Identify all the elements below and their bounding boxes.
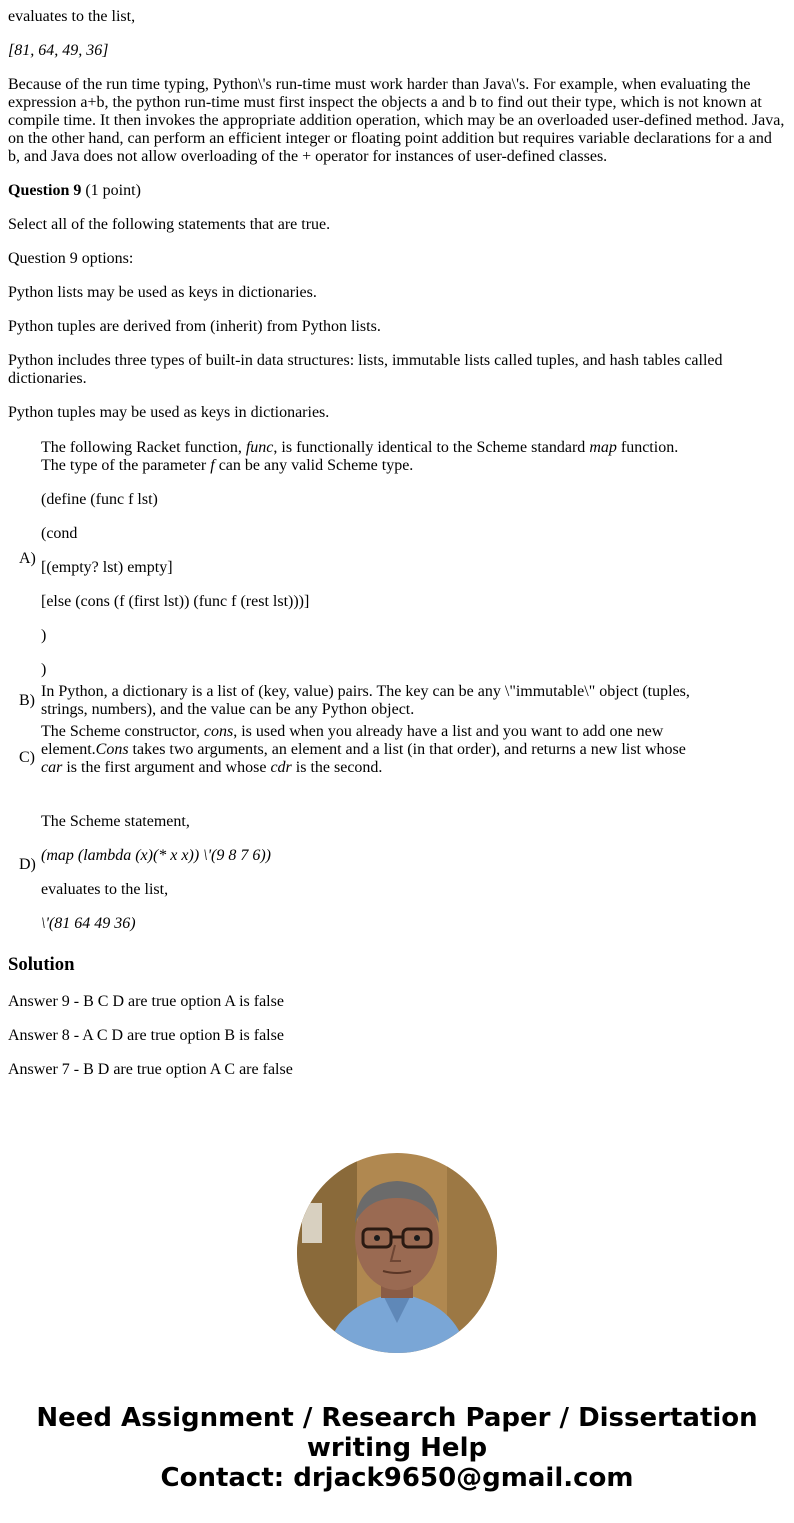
option-c-text: The Scheme constructor, cons, is used when you already have a list and you want to add one new element.Cons takes two arguments, an element and a list (in that order), and returns a new list whose car is the first argument and whose cdr is the second. xyxy=(41,723,686,776)
option-a-code-line: [else (cons (f (first lst)) (func f (rest lst)))] xyxy=(41,593,310,610)
option-d-result: \'(81 64 49 36) xyxy=(41,915,136,932)
option-a-code-line: (define (func f lst) xyxy=(41,491,158,508)
option-b-letter: B) xyxy=(19,692,35,709)
promo-line: Need Assignment / Research Paper / Dissertation xyxy=(36,1403,758,1433)
promo-contact: Contact: drjack9650@gmail.com xyxy=(160,1463,634,1493)
question-header xyxy=(8,182,786,200)
option-a xyxy=(18,438,692,680)
option-a-code-line: ) xyxy=(41,661,47,678)
intro-line: evaluates to the list, xyxy=(8,8,136,25)
solution-answer: Answer 8 - A C D are true option B is false xyxy=(8,1027,284,1044)
question-title: Question 9 xyxy=(8,182,82,199)
question-options-label: Question 9 options: xyxy=(8,250,134,267)
author-avatar xyxy=(297,1153,497,1353)
options-table xyxy=(16,436,694,936)
statement-2: Python tuples are derived from (inherit) from Python lists. xyxy=(8,318,381,335)
document-body xyxy=(8,8,786,1095)
option-b-text: In Python, a dictionary is a list of (key, value) pairs. The key can be any \"immutable\" object (tuples, strings, numbers), and the value can be any Python object. xyxy=(41,683,690,718)
option-a-code-line: [(empty? lst) empty] xyxy=(41,559,173,576)
intro-explanation: Because of the run time typing, Python\'s run-time must work harder than Java\'s. For example, when evaluating the expression a+b, the python run-time must first inspect the objects a and b to find out their type, which is not known at compile time. It then invokes the appropriate addition operation, which may be an overloaded user-defined method. Java, on the other hand, can perform an efficient integer or floating point addition but requires variable declarations for a and b, and Java does not allow overloading of the + operator for instances of user-defined classes. xyxy=(8,76,785,165)
question-prompt: Select all of the following statements that are true. xyxy=(8,216,331,233)
promo-banner xyxy=(0,1403,794,1493)
option-d xyxy=(18,796,692,934)
promo-line: writing Help xyxy=(306,1433,488,1463)
statement-4: Python tuples may be used as keys in dictionaries. xyxy=(8,404,330,421)
solution-heading: Solution xyxy=(8,954,75,975)
option-d-line1: The Scheme statement, xyxy=(41,813,190,830)
author-portrait-image xyxy=(297,1153,497,1353)
option-d-line2: evaluates to the list, xyxy=(41,881,169,898)
solution-answer: Answer 7 - B D are true option A C are false xyxy=(8,1061,293,1078)
option-b xyxy=(18,682,692,720)
option-c-letter: C) xyxy=(19,749,35,766)
statement-1: Python lists may be used as keys in dictionaries. xyxy=(8,284,317,301)
statement-3: Python includes three types of built-in data structures: lists, immutable lists called tuples, and hash tables called dictionaries. xyxy=(8,352,723,387)
intro-list-value: [81, 64, 49, 36] xyxy=(8,42,109,59)
solution-answer: Answer 9 - B C D are true option A is false xyxy=(8,993,284,1010)
option-d-letter: D) xyxy=(19,856,36,873)
option-a-code-line: (cond xyxy=(41,525,78,542)
option-a-letter: A) xyxy=(19,550,36,567)
option-c xyxy=(18,722,692,794)
option-a-text: The following Racket function, func, is functionally identical to the Scheme standard map function. The type of the parameter f can be any valid Scheme type. xyxy=(41,439,679,474)
option-a-code-line: ) xyxy=(41,627,47,644)
question-points: (1 point) xyxy=(81,182,141,199)
option-d-expression: (map (lambda (x)(* x x)) \'(9 8 7 6)) xyxy=(41,847,272,864)
